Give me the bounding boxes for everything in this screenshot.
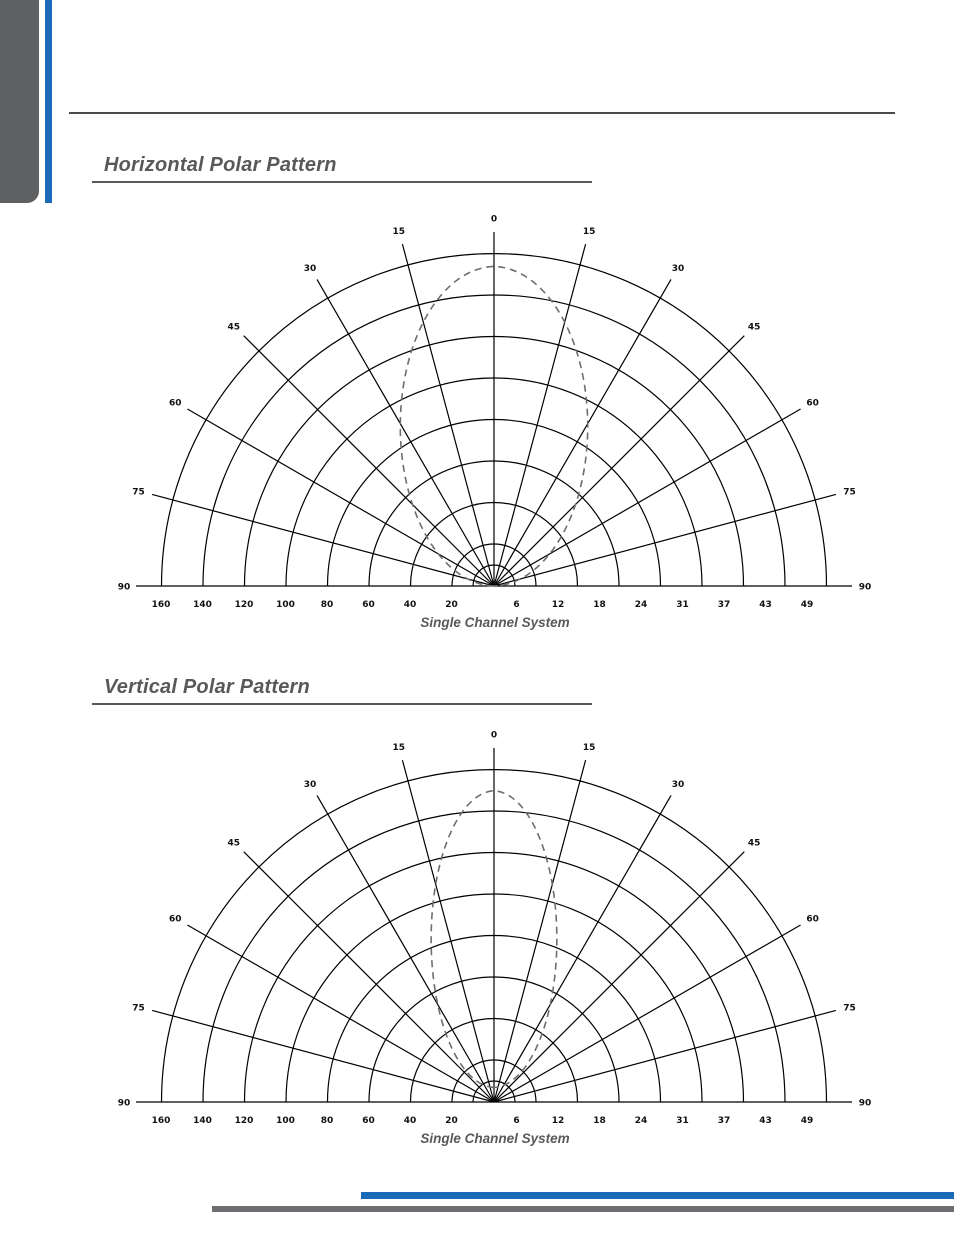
- ring-label-left-3: 120: [234, 600, 254, 610]
- spoke-left-45: [244, 336, 494, 586]
- angle-label-left-90: 90: [117, 582, 131, 593]
- spoke-left-60: [187, 925, 494, 1102]
- angle-label-right-60: 60: [806, 398, 819, 409]
- spoke-right-30: [494, 795, 671, 1102]
- angle-label-right-45: 45: [747, 322, 761, 333]
- ring-label-right-4: 24: [634, 1116, 648, 1126]
- horizontal-polar-chart: [0, 206, 954, 646]
- angle-label-0: 0: [490, 214, 498, 225]
- ring-label-left-8: 20: [445, 600, 458, 610]
- angle-label-left-45: 45: [227, 322, 241, 333]
- ring-label-left-4: 100: [276, 600, 295, 610]
- ring-label-left-7: 40: [403, 1116, 417, 1126]
- vertical-title-rule: [92, 703, 592, 705]
- ring-label-right-5: 31: [676, 600, 689, 610]
- ring-label-right-5: 31: [676, 1116, 689, 1126]
- angle-label-left-75: 75: [132, 1003, 145, 1014]
- angle-label-right-15: 15: [582, 227, 596, 237]
- header-rule: [69, 112, 895, 114]
- angle-label-right-45: 45: [747, 838, 761, 849]
- angle-label-left-30: 30: [303, 263, 317, 274]
- footer-blue-bar: [361, 1192, 954, 1199]
- side-accent-stripe: [45, 0, 52, 203]
- ring-label-right-6: 37: [717, 1116, 731, 1126]
- chart-caption: Single Channel System: [420, 615, 570, 630]
- angle-label-left-75: 75: [132, 487, 145, 498]
- ring-label-left-5: 80: [320, 600, 334, 610]
- angle-label-right-90: 90: [858, 582, 872, 593]
- ring-label-right-1: 6: [513, 600, 520, 610]
- angle-label-left-30: 30: [303, 779, 317, 790]
- ring-label-right-1: 6: [513, 1116, 520, 1126]
- vertical-polar-chart: [0, 722, 954, 1162]
- spoke-right-60: [494, 409, 801, 586]
- spoke-right-45: [494, 852, 744, 1102]
- angle-label-right-30: 30: [671, 263, 685, 274]
- angle-label-right-75: 75: [843, 1003, 856, 1014]
- ring-label-left-2: 140: [193, 1116, 212, 1126]
- angle-label-left-60: 60: [169, 398, 182, 409]
- vertical-section-title: Vertical Polar Pattern: [104, 676, 310, 698]
- horizontal-title-rule: [92, 181, 592, 183]
- angle-label-right-30: 30: [671, 779, 685, 790]
- angle-label-0: 0: [490, 730, 498, 741]
- angle-label-right-15: 15: [582, 743, 596, 753]
- angle-label-left-15: 15: [392, 743, 406, 753]
- ring-label-right-8: 49: [800, 600, 814, 610]
- ring-label-left-2: 140: [193, 600, 212, 610]
- ring-label-left-7: 40: [403, 600, 417, 610]
- angle-label-right-60: 60: [806, 914, 819, 925]
- ring-label-right-7: 43: [759, 1116, 772, 1126]
- angle-label-right-90: 90: [858, 1098, 872, 1109]
- ring-label-left-6: 60: [362, 600, 375, 610]
- ring-label-right-3: 18: [593, 600, 606, 610]
- spoke-left-30: [317, 279, 494, 586]
- ring-label-left-6: 60: [362, 1116, 375, 1126]
- ring-label-right-2: 12: [551, 600, 565, 610]
- ring-label-left-4: 100: [276, 1116, 295, 1126]
- horizontal-section-title: Horizontal Polar Pattern: [104, 154, 337, 176]
- spoke-left-45: [244, 852, 494, 1102]
- ring-label-right-8: 49: [800, 1116, 814, 1126]
- ring-label-right-2: 12: [551, 1116, 565, 1126]
- spoke-right-45: [494, 336, 744, 586]
- spoke-right-30: [494, 279, 671, 586]
- angle-label-left-45: 45: [227, 838, 241, 849]
- spoke-right-60: [494, 925, 801, 1102]
- ring-label-right-4: 24: [634, 600, 648, 610]
- chart-caption: Single Channel System: [420, 1131, 570, 1146]
- spoke-left-60: [187, 409, 494, 586]
- ring-label-left-8: 20: [445, 1116, 458, 1126]
- spoke-left-30: [317, 795, 494, 1102]
- ring-label-left-5: 80: [320, 1116, 334, 1126]
- ring-label-left-3: 120: [234, 1116, 254, 1126]
- angle-label-left-90: 90: [117, 1098, 131, 1109]
- ring-label-right-6: 37: [717, 600, 731, 610]
- angle-label-right-75: 75: [843, 487, 856, 498]
- angle-label-left-15: 15: [392, 227, 406, 237]
- ring-label-right-3: 18: [593, 1116, 606, 1126]
- ring-label-left-1: 160: [151, 600, 171, 610]
- angle-label-left-60: 60: [169, 914, 182, 925]
- side-tab: [0, 0, 39, 203]
- ring-label-right-7: 43: [759, 600, 772, 610]
- footer-gray-bar: [212, 1206, 954, 1212]
- ring-label-left-1: 160: [151, 1116, 171, 1126]
